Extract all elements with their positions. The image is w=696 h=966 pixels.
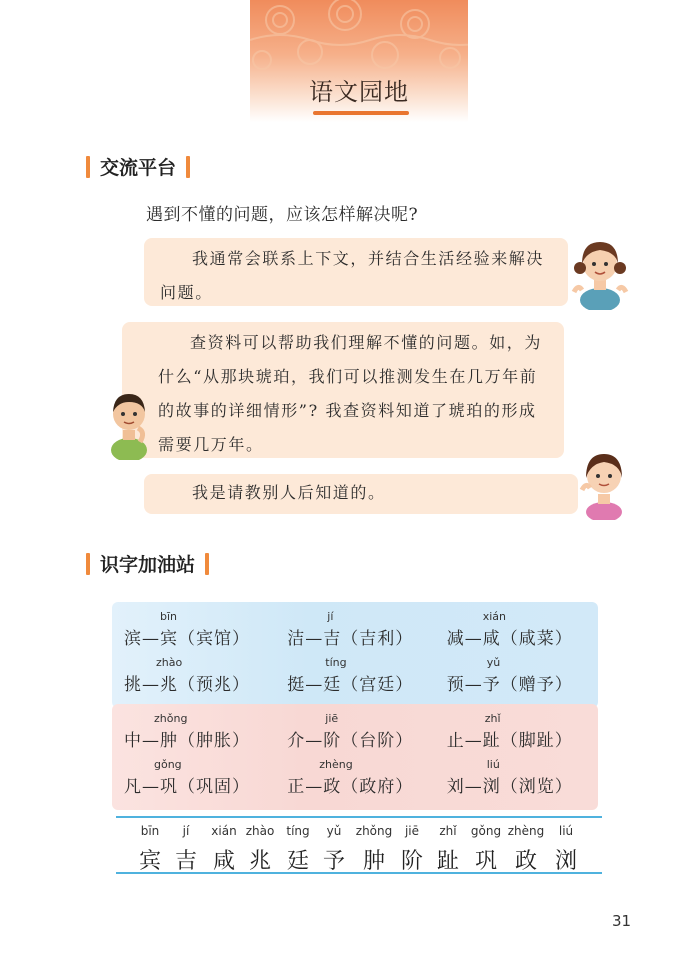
title-underline <box>313 111 409 115</box>
summary-char <box>314 824 354 875</box>
summary-char <box>166 824 206 875</box>
summary-pinyin: jiē <box>404 824 420 838</box>
section-heading-literacy-text: 识字加油站 <box>100 554 196 576</box>
page-title: 语文园地 <box>309 78 409 106</box>
character-box-pink <box>112 704 598 810</box>
summary-char <box>130 824 170 875</box>
summary-char <box>278 824 318 875</box>
char-pair <box>275 608 434 654</box>
section-heading-exchange-text: 交流平台 <box>100 157 177 179</box>
char-pair-text: 介—阶（台阶） <box>287 731 414 751</box>
speech-bubble-3 <box>144 474 578 514</box>
char-pair-text: 中—肿（肿胀） <box>124 731 250 751</box>
pinyin: bīn <box>160 610 178 623</box>
char-row <box>112 710 598 756</box>
char-pair <box>275 654 434 700</box>
page-number: 31 <box>612 912 632 930</box>
pinyin: yǔ <box>486 656 501 669</box>
heading-bar <box>86 553 90 575</box>
summary-hanzi: 予 <box>322 849 345 874</box>
char-pair-text: 滨—宾（宾馆） <box>124 629 250 649</box>
speech-bubble-2 <box>122 322 564 458</box>
char-pair <box>435 654 598 700</box>
speech-bubble-1 <box>144 238 568 306</box>
summary-hanzi: 趾 <box>436 849 459 874</box>
summary-hanzi: 肿 <box>362 849 385 874</box>
girl-avatar-icon-2 <box>576 446 632 520</box>
char-pair <box>112 710 275 756</box>
char-row <box>112 608 598 654</box>
char-pair <box>435 608 598 654</box>
discussion-question: 遇到不懂的问题，应该怎样解决呢? <box>146 205 419 225</box>
summary-hanzi: 吉 <box>174 849 197 874</box>
char-pair-text: 洁—吉（吉利） <box>287 629 414 649</box>
summary-char <box>204 824 244 875</box>
char-pair <box>275 710 434 756</box>
summary-hanzi: 阶 <box>400 849 423 874</box>
char-pair-text: 预—予（赠予） <box>446 675 573 695</box>
summary-pinyin: zhǒng <box>355 824 393 838</box>
summary-pinyin: gǒng <box>470 824 502 838</box>
heading-bar <box>86 156 90 178</box>
bubble-1-text: 我通常会联系上下文，并结合生活经验来解决问题。 <box>160 249 545 302</box>
char-pair <box>112 654 275 700</box>
bubble-2-text: 查资料可以帮助我们理解不懂的问题。如，为什么“从那块琥珀，我们可以推测发生在几万年前的故事的详细情形”? 我查资料知道了琥珀的形成需要几万年。 <box>158 333 543 454</box>
title-banner <box>250 0 468 122</box>
char-pair <box>275 756 434 802</box>
summary-char <box>240 824 280 875</box>
summary-char <box>506 824 546 875</box>
section-heading-literacy <box>86 550 209 577</box>
summary-pinyin: yǔ <box>326 824 342 838</box>
pinyin: zhèng <box>319 758 353 771</box>
summary-hanzi: 宾 <box>138 849 161 874</box>
summary-pinyin: jí <box>182 824 190 838</box>
boy-avatar-icon <box>104 384 154 460</box>
char-pair-text: 刘—浏（浏览） <box>446 777 573 797</box>
pinyin: xián <box>482 610 507 623</box>
char-pair-text: 凡—巩（巩固） <box>124 777 250 797</box>
heading-bar <box>205 553 209 575</box>
summary-hanzi: 廷 <box>286 849 309 874</box>
summary-pinyin: bīn <box>140 824 160 838</box>
summary-hanzi: 咸 <box>212 849 235 874</box>
pinyin: liú <box>486 758 500 771</box>
summary-hanzi: 巩 <box>474 849 497 874</box>
bubble-3-text: 我是请教别人后知道的。 <box>192 483 386 502</box>
summary-top-rule <box>116 816 602 818</box>
summary-char <box>466 824 506 875</box>
pinyin: zhǐ <box>484 712 501 725</box>
char-pair-text: 减—咸（咸菜） <box>446 629 573 649</box>
pinyin: zhǒng <box>154 712 188 725</box>
summary-pinyin: zhào <box>245 824 275 838</box>
summary-hanzi: 政 <box>514 849 537 874</box>
char-pair <box>435 710 598 756</box>
summary-char <box>428 824 468 875</box>
girl-avatar-icon <box>570 234 630 310</box>
summary-char <box>546 824 586 875</box>
summary-pinyin: zhǐ <box>439 824 457 838</box>
summary-pinyin: liú <box>558 824 574 838</box>
char-pair-text: 止—趾（脚趾） <box>446 731 573 751</box>
pinyin: jiē <box>325 712 339 725</box>
char-pair-text: 正—政（政府） <box>287 777 414 797</box>
char-pair-text: 挺—廷（宫廷） <box>287 675 414 695</box>
char-pair-text: 挑—兆（预兆） <box>124 675 250 695</box>
heading-bar <box>186 156 190 178</box>
summary-char <box>354 824 394 875</box>
char-pair <box>435 756 598 802</box>
section-heading-exchange <box>86 153 190 180</box>
character-box-blue <box>112 602 598 708</box>
summary-char <box>392 824 432 875</box>
char-row <box>112 756 598 802</box>
char-pair <box>112 608 275 654</box>
summary-hanzi: 浏 <box>554 849 577 874</box>
pinyin: jí <box>327 610 334 623</box>
summary-hanzi: 兆 <box>248 849 271 874</box>
pinyin: tíng <box>325 656 347 669</box>
summary-pinyin: tíng <box>286 824 310 838</box>
pinyin: zhào <box>156 656 183 669</box>
char-row <box>112 654 598 700</box>
pinyin: gǒng <box>154 758 182 771</box>
summary-pinyin: zhèng <box>507 824 545 838</box>
char-pair <box>112 756 275 802</box>
summary-pinyin: xián <box>211 824 237 838</box>
